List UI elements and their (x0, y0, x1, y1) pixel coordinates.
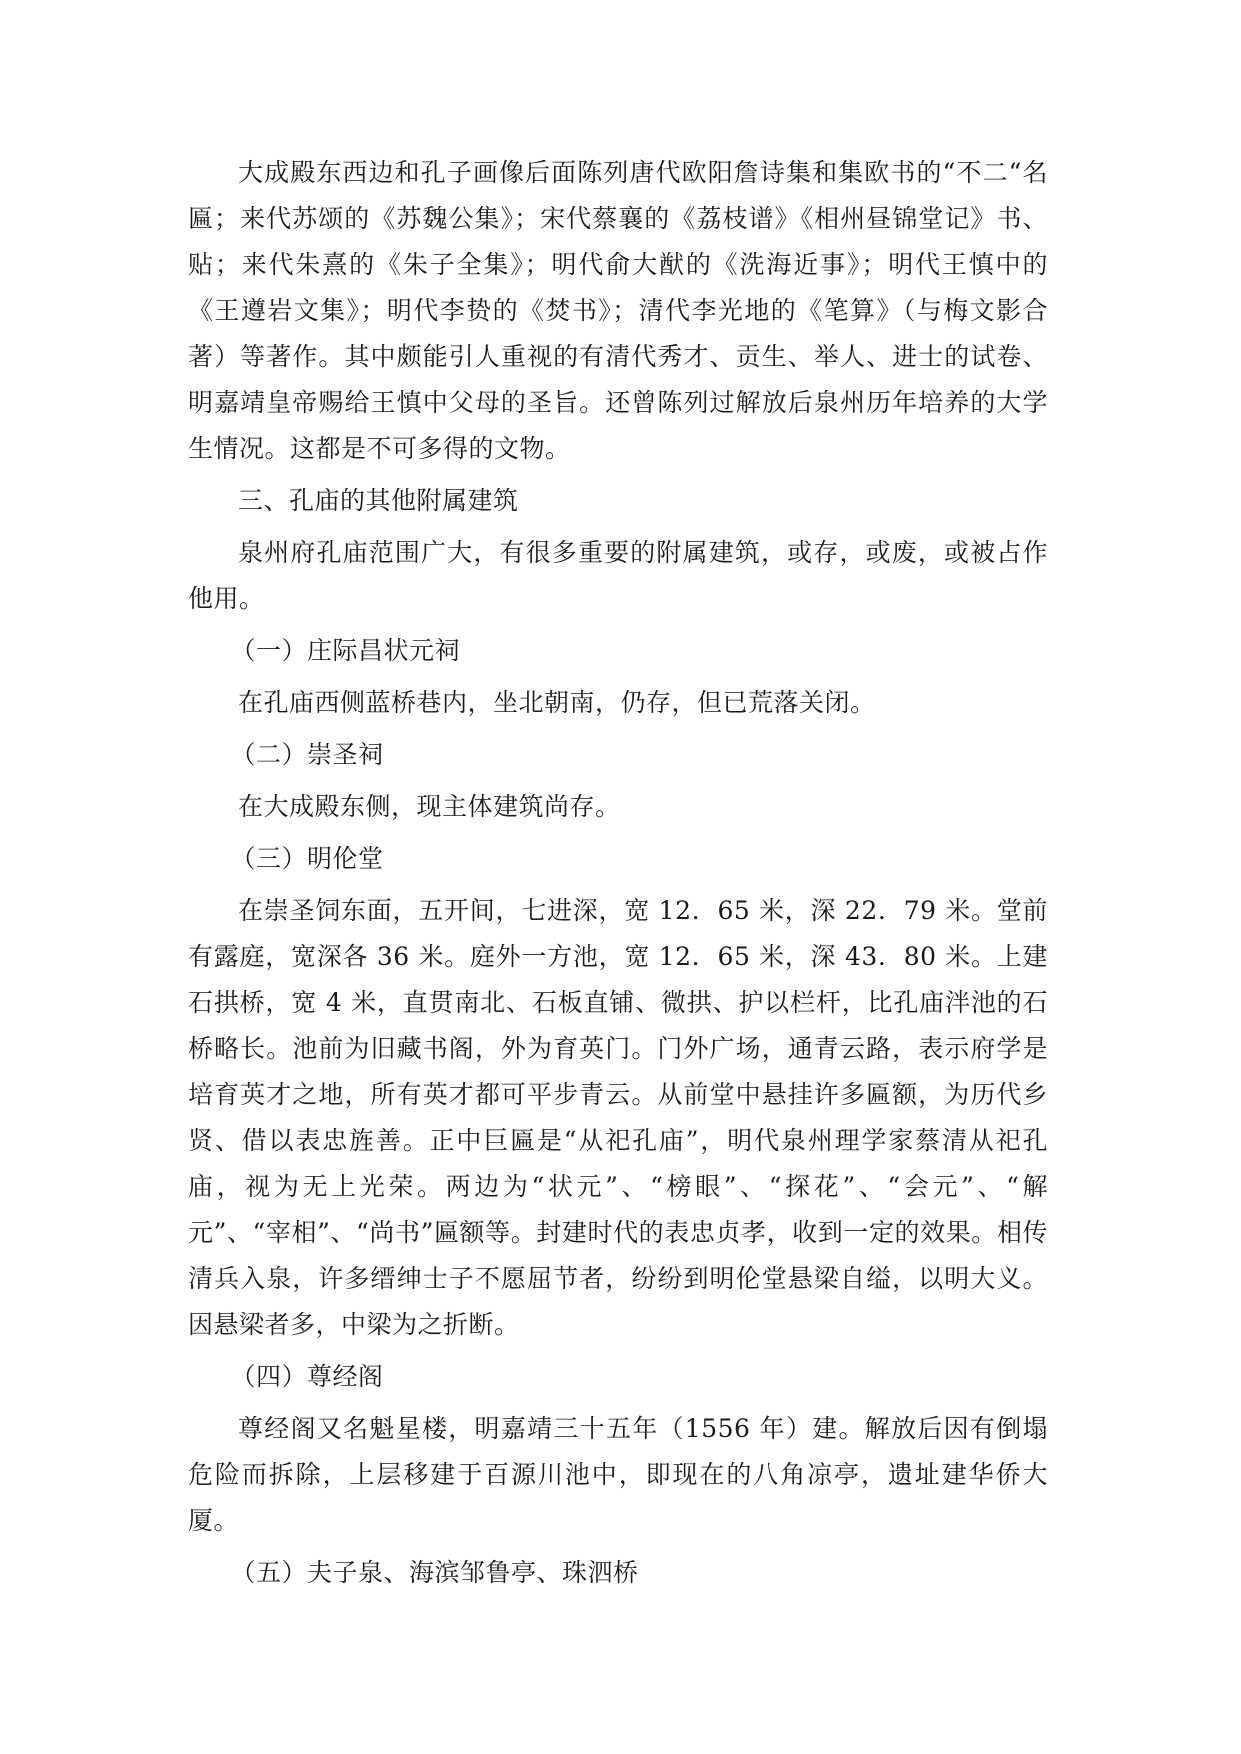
subheading-chongsheng-shrine: （二）崇圣祠 (230, 740, 384, 769)
document-page (188, 150, 1048, 1596)
subheading-fuzi-spring: （五）夫子泉、海滨邹鲁亭、珠泗桥 (230, 1558, 639, 1587)
paragraph-scope: 泉州府孔庙范围广大，有很多重要的附属建筑，或存，或废，或被占作他用。 (188, 538, 1048, 613)
paragraph-zunjing-pavilion: 尊经阁又名魁星楼，明嘉靖三十五年（1556 年）建。解放后因有倒塌危险而拆除，上层移建于百源川池中，即现在的八角凉亭，遗址建华侨大厦。 (188, 1414, 1048, 1535)
subheading-minglun-hall: （三）明伦堂 (230, 844, 384, 873)
subheading-zunjing-pavilion: （四）尊经阁 (230, 1362, 384, 1391)
paragraph-minglun-hall: 在崇圣饲东面，五开间，七进深，宽 12．65 米，深 22．79 米。堂前有露庭，宽深各 36 米。庭外一方池，宽 12．65 米，深 43．80 米。上建石拱桥，宽 4 米，直贯南北、石板直铺、微拱、护以栏杆，比孔庙泮池的石桥略长。池前为旧藏书阁，外为育英门。门外广场，通青云路，表示府学是培育英才之地，所有英才都可平步青云。从前堂中悬挂许多匾额，为历代乡贤、借以表忠旌善。正中巨匾是“从祀孔庙”，明代泉州理学家蔡清从祀孔庙，视为无上光荣。两边为“状元”、“榜眼”、“探花”、“会元”、“解元”、“宰相”、“尚书”匾额等。封建时代的表忠贞孝，收到一定的效果。相传清兵入泉，许多缙绅士子不愿屈节者，纷纷到明伦堂悬梁自缢，以明大义。因悬梁者多，中梁为之折断。 (188, 896, 1048, 1339)
paragraph-zhuang-jichang-shrine: 在孔庙西侧蓝桥巷内，坐北朝南，仍存，但已荒落关闭。 (238, 688, 876, 717)
paragraph-chongsheng-shrine: 在大成殿东侧，现主体建筑尚存。 (238, 792, 621, 821)
subheading-zhuang-jichang-shrine: （一）庄际昌状元祠 (230, 636, 461, 665)
paragraph-exhibits: 大成殿东西边和孔子画像后面陈列唐代欧阳詹诗集和集欧书的“不二“名匾；来代苏颂的《苏魏公集》；宋代蔡襄的《荔枝谱》《相州昼锦堂记》书、贴；来代朱熹的《朱子全集》；明代俞大猷的《洗海近事》；明代王慎中的《王遵岩文集》；明代李贽的《焚书》；清代李光地的《笔算》（与梅文影合著）等著作。其中颇能引人重视的有清代秀才、贡生、举人、进士的试卷、明嘉靖皇帝赐给王慎中父母的圣旨。还曾陈列过解放后泉州历年培养的大学生情况。这都是不可多得的文物。 (188, 158, 1048, 463)
section-heading-other-buildings: 三、孔庙的其他附属建筑 (238, 486, 519, 515)
